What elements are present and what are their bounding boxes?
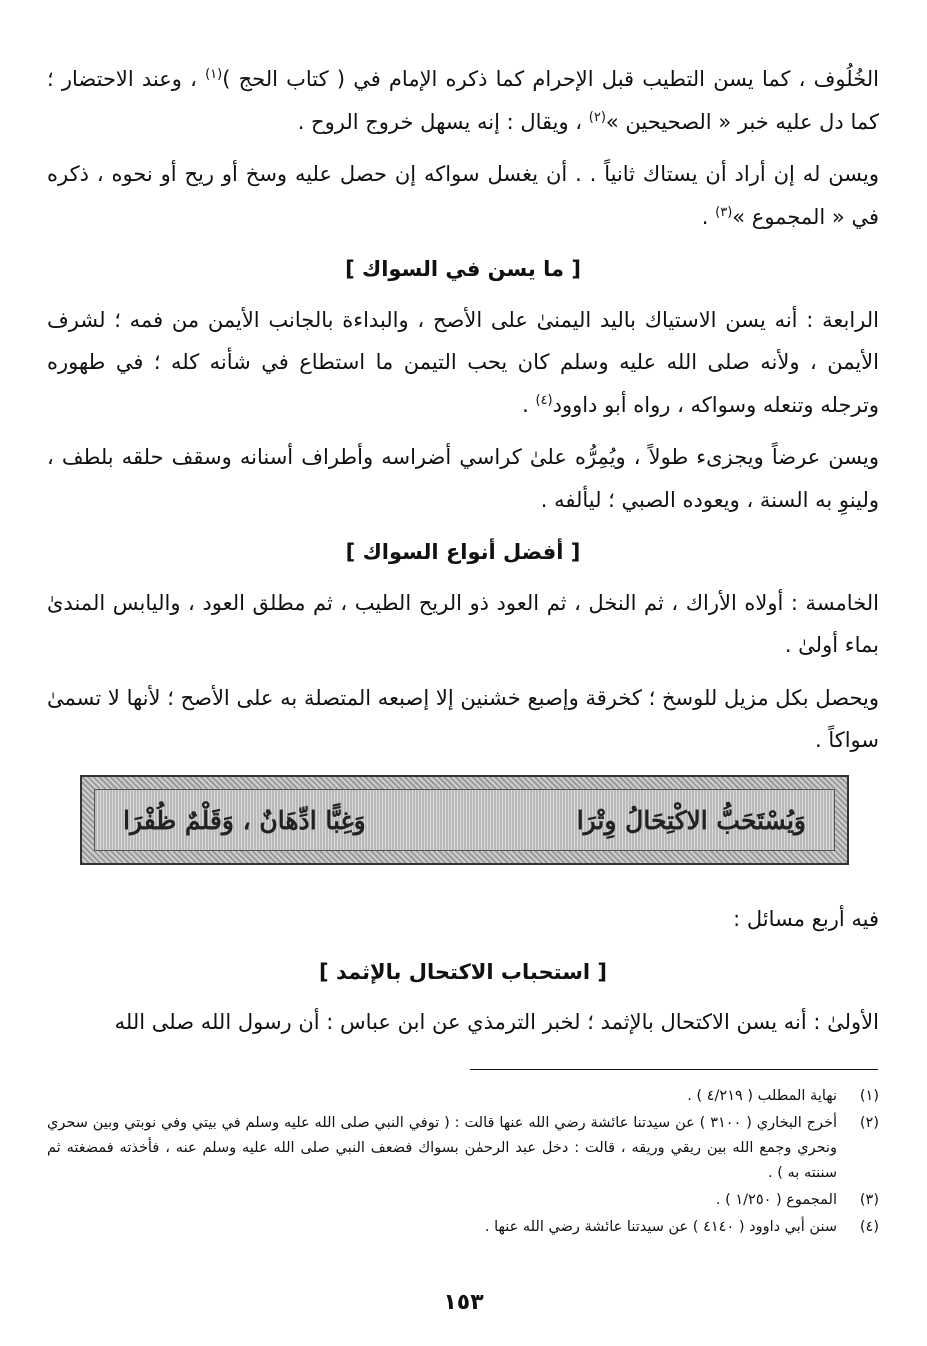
footnote-text: أخرج البخاري ( ٣١٠٠ ) عن سيدتنا عائشة رضي الله عنها قالت : ( توفي النبي صلى الله عليه وسلم في بيتي وفي نوبتي وبين سحري ونحري وجمع الله بين ريقي وريقه ، قالت : دخل عبد الرحمٰن بسواك فضعف النبي صلى الله عليه وسلم عنه ، فأخذته فمضغته ثم سننته به ) . [47,1115,837,1181]
page-number: ١٥٣ [443,1290,484,1315]
footnote-number: (٢) [859,1115,879,1131]
footnote-text: المجموع ( ١/٢٥٠ ) . [715,1192,837,1208]
verse-frame [80,775,849,865]
paragraph-4: ويسن عرضاً ويجزىء طولاً ، ويُمِرُّه علىٰ كراسي أضراسه وأطراف أسنانه وسقف حلقه بلطف ، ولينوِ به السنة ، ويعوده الصبي ؛ ليألفه . [47,445,879,512]
footnote-4 [47,1215,879,1240]
paragraph-1: الخُلُوف ، كما يسن التطيب قبل الإحرام كما ذكره الإمام في ( كتاب الحج )$^{(١)}$ ، وعند الاحتضار ؛ كما دل عليه خبر « الصحيحين »$^{(٢)}$ ، ويقال : إنه يسهل خروج الروح . [47,67,879,134]
paragraph-2: ويسن له إن أراد أن يستاك ثانياً . . أن يغسل سواكه إن حصل عليه وسخ أو ريح أو نحوه ، ذكره في « المجموع »$^{(٣)}$ . [47,162,879,229]
section-heading-siwak: [ ما يسن في السواك ] [345,257,581,281]
paragraph-7: الأولىٰ : أنه يسن الاكتحال بالإثمد ؛ لخبر الترمذي عن ابن عباس : أن رسول الله صلى الله [114,1010,879,1034]
footnote-2 [47,1111,879,1186]
section-heading-kohl: [ استحباب الاكتحال بالإثمد ] [319,959,607,984]
paragraph-3: الرابعة : أنه يسن الاستياك باليد اليمنىٰ على الأصح ، والبداءة بالجانب الأيمن من فمه ؛ لشرف الأيمن ، ولأنه صلى الله عليه وسلم كان يحب التيمن ما استطاع في شأنه كله ؛ في طهوره وترجله وتنعله وسواكه ، رواه أبو داوود$^{(٤)}$ . [47,307,879,417]
footnote-ref-3[interactable]: (٣) [715,204,733,220]
footnote-divider [470,1069,878,1070]
footnote-ref-4[interactable]: (٤) [535,392,553,408]
paragraph-5: الخامسة : أولاه الأراك ، ثم النخل ، ثم العود ذو الريح الطيب ، ثم مطلق العود ، واليابس المندىٰ بماء أولىٰ . [47,590,879,657]
footnote-text: نهاية المطلب ( ٤/٢١٩ ) . [687,1088,837,1104]
footnote-text: سنن أبي داوود ( ٤١٤٠ ) عن سيدتنا عائشة رضي الله عنها . [484,1219,837,1235]
footnote-3 [47,1188,879,1213]
paragraph-6: ويحصل بكل مزيل للوسخ ؛ كخرقة وإصبع خشنين إلا إصبعه المتصلة به على الأصح ؛ لأنها لا تسمىٰ سواكاً . [47,685,879,752]
footnotes [47,1084,879,1242]
footnote-number: (٤) [859,1219,879,1235]
intro-line: فيه أربع مسائل : [733,907,879,931]
verse-first-hemistich: وَيُسْتَحَبُّ الاكْتِحَالُ وِتْرَا [576,805,806,835]
footnote-1 [47,1084,879,1109]
verse-second-hemistich: وَغِبًّا ادِّهَانٌ ، وَقَلْمٌ ظُفْرَا [123,805,366,835]
footnote-ref-2[interactable]: (٢) [588,109,606,125]
section-heading-best-siwak: [ أفضل أنواع السواك ] [345,540,581,564]
footnote-number: (٣) [859,1192,879,1208]
main-text [47,58,879,772]
footnote-number: (١) [859,1088,879,1104]
footnote-ref-1[interactable]: (١) [205,67,223,82]
post-verse-text [47,898,879,1054]
verse-line [94,789,835,851]
